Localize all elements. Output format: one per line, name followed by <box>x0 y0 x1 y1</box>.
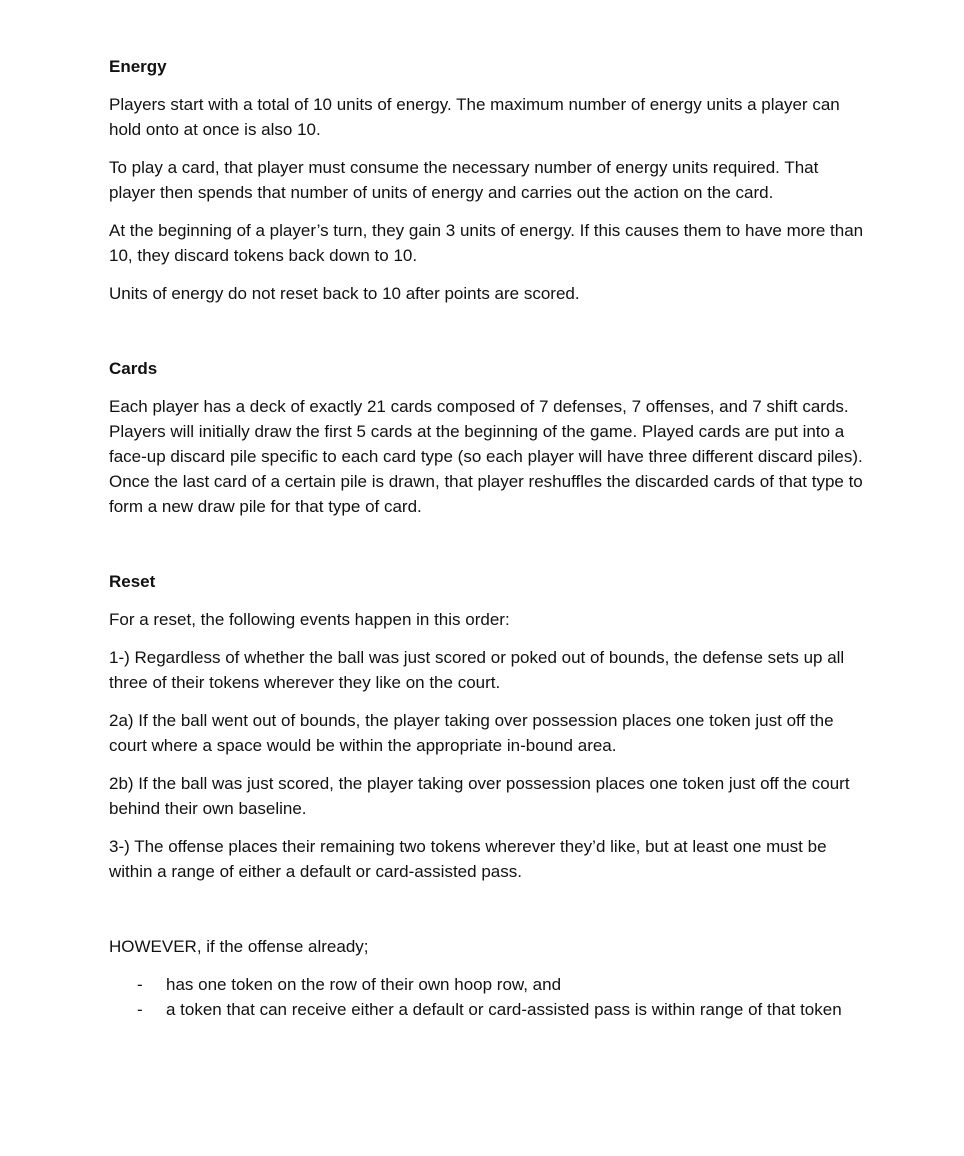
energy-heading: Energy <box>109 57 167 76</box>
section-spacer <box>109 897 864 934</box>
document-page <box>109 54 864 1022</box>
however-list <box>109 972 864 1022</box>
list-item-text: a token that can receive either a default or card-assisted pass is within range of that token <box>166 1000 842 1019</box>
section-spacer <box>109 319 864 356</box>
reset-heading: Reset <box>109 572 156 591</box>
bullet-dash: - <box>137 975 143 994</box>
cards-paragraph-1: Each player has a deck of exactly 21 cards composed of 7 defenses, 7 offenses, and 7 shift cards. Players will initially draw the first 5 cards at the beginning of the game. Played cards are put into a face-up discard pile specific to each card type (so each player will have three different discard piles). Once the last card of a certain pile is drawn, that player reshuffles the discarded cards of that type to form a new draw pile for that type of card. <box>109 397 863 516</box>
list-item <box>109 997 864 1022</box>
reset-step-1: 1-) Regardless of whether the ball was just scored or poked out of bounds, the defense sets up all three of their tokens wherever they like on the court. <box>109 648 845 692</box>
reset-step-2b: 2b) If the ball was just scored, the player taking over possession places one token just off the court behind their own baseline. <box>109 774 850 818</box>
bullet-dash: - <box>137 1000 143 1019</box>
section-spacer <box>109 532 864 569</box>
energy-paragraph-2: To play a card, that player must consume the necessary number of energy units required. That player then spends that number of units of energy and carries out the action on the card. <box>109 158 819 202</box>
cards-heading: Cards <box>109 359 158 378</box>
reset-paragraph-1: For a reset, the following events happen in this order: <box>109 610 510 629</box>
list-item-text: has one token on the row of their own hoop row, and <box>166 975 562 994</box>
reset-step-2a: 2a) If the ball went out of bounds, the player taking over possession places one token just off the court where a space would be within the appropriate in-bound area. <box>109 711 834 755</box>
reset-step-3: 3-) The offense places their remaining two tokens wherever they’d like, but at least one must be within a range of either a default or card-assisted pass. <box>109 837 827 881</box>
energy-paragraph-3: At the beginning of a player’s turn, they gain 3 units of energy. If this causes them to have more than 10, they discard tokens back down to 10. <box>109 221 864 265</box>
however-intro: HOWEVER, if the offense already; <box>109 937 369 956</box>
energy-paragraph-4: Units of energy do not reset back to 10 after points are scored. <box>109 284 580 303</box>
list-item <box>109 972 864 997</box>
energy-paragraph-1: Players start with a total of 10 units of energy. The maximum number of energy units a player can hold onto at once is also 10. <box>109 95 840 139</box>
